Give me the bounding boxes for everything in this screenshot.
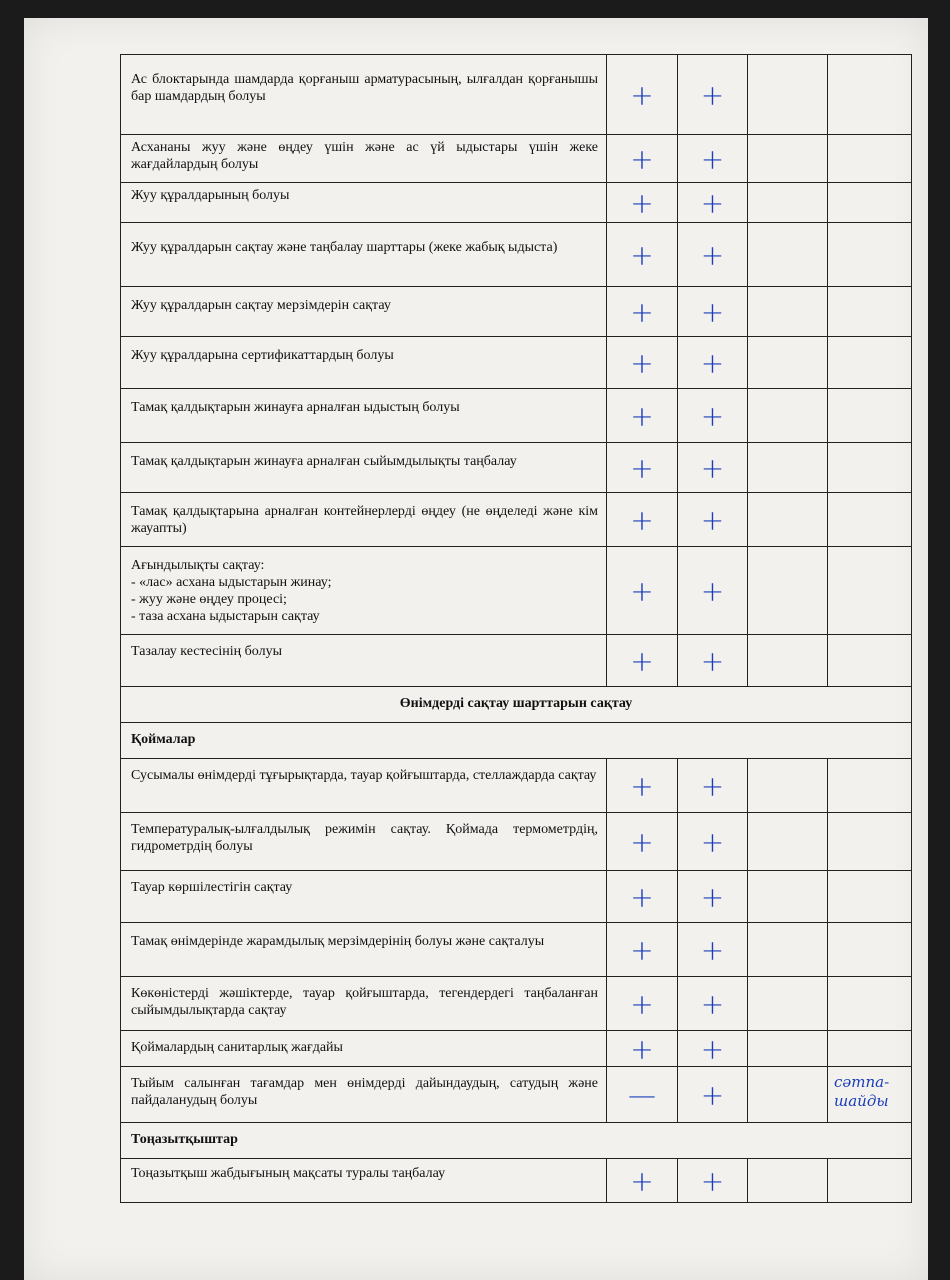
table-row	[121, 54, 911, 134]
handwritten-mark: +	[700, 825, 725, 858]
mark-cell-3	[747, 223, 827, 286]
handwritten-mark: +	[630, 142, 654, 175]
mark-cell-1	[606, 923, 677, 976]
handwritten-mark: +	[630, 451, 654, 484]
criterion-cell	[121, 1031, 606, 1066]
section-header-row	[121, 686, 911, 722]
table-row	[121, 492, 911, 546]
mark-cell-1	[606, 547, 677, 634]
mark-cell-2	[677, 337, 747, 388]
note-cell	[827, 337, 911, 388]
subsection-row	[121, 722, 911, 758]
mark-cell-2	[677, 871, 747, 922]
handwritten-mark: +	[630, 825, 654, 858]
mark-cell-3	[747, 871, 827, 922]
handwritten-mark: +	[630, 574, 654, 607]
criterion-text: Тауар көршілестігін сақтау	[131, 880, 293, 895]
criterion-cell	[121, 389, 606, 442]
criterion-cell	[121, 55, 606, 134]
handwritten-mark: +	[700, 933, 725, 966]
criterion-cell	[121, 977, 606, 1030]
mark-cell-2	[677, 1067, 747, 1122]
mark-cell-1	[606, 1031, 677, 1066]
table-row	[121, 182, 911, 222]
mark-cell-3	[747, 389, 827, 442]
criterion-text: Тамақ қалдықтарына арналған контейнерлерді өңдеу (не өңделеді және кім жауапты)	[131, 504, 598, 536]
handwritten-mark: +	[630, 933, 654, 966]
criterion-text: Ас блоктарында шамдарда қорғаныш арматурасының, ылғалдан қорғанышы бар шамдардың болуы	[131, 72, 598, 104]
handwritten-mark: +	[700, 880, 725, 913]
note-cell	[827, 1067, 911, 1122]
handwritten-mark: +	[630, 238, 654, 271]
mark-cell-2	[677, 1031, 747, 1066]
note-cell	[827, 977, 911, 1030]
mark-cell-1	[606, 135, 677, 182]
note-cell	[827, 223, 911, 286]
handwritten-mark: +	[700, 1032, 725, 1065]
mark-cell-3	[747, 287, 827, 336]
mark-cell-2	[677, 183, 747, 222]
mark-cell-3	[747, 1031, 827, 1066]
note-cell	[827, 389, 911, 442]
criterion-text: Жуу құралдарына сертификаттардың болуы	[131, 348, 394, 363]
handwritten-mark: +	[700, 1164, 725, 1197]
mark-cell-1	[606, 183, 677, 222]
mark-cell-1	[606, 493, 677, 546]
handwritten-mark: +	[630, 346, 654, 379]
handwritten-mark: +	[700, 238, 725, 271]
note-cell	[827, 923, 911, 976]
criterion-text: Тамақ өнімдерінде жарамдылық мерзімдерінің болуы және сақталуы	[131, 934, 545, 949]
criterion-text: Температуралық-ылғалдылық режимін сақтау. Қоймада термометрдің, гидрометрдің болуы	[131, 822, 598, 854]
handwritten-mark: +	[700, 346, 725, 379]
handwritten-mark: —	[628, 1078, 656, 1111]
table-row	[121, 976, 911, 1030]
handwritten-mark: +	[630, 987, 654, 1020]
mark-cell-3	[747, 759, 827, 812]
criterion-text: Қоймалардың санитарлық жағдайы	[131, 1040, 343, 1055]
table-row	[121, 1030, 911, 1066]
mark-cell-2	[677, 1159, 747, 1202]
inspection-table	[120, 54, 912, 1203]
handwritten-mark: +	[700, 503, 725, 536]
criterion-text: Ағындылықты сақтау: - «лас» асхана ыдыстарын жинау; - жуу және өңдеу процесі; - таза асхана ыдыстарын сақтау	[131, 558, 332, 624]
criterion-cell	[121, 1067, 606, 1122]
handwritten-mark: +	[700, 451, 725, 484]
table-row	[121, 922, 911, 976]
table-row	[121, 442, 911, 492]
mark-cell-3	[747, 813, 827, 870]
mark-cell-3	[747, 443, 827, 492]
handwritten-mark: +	[700, 1078, 725, 1111]
mark-cell-3	[747, 1159, 827, 1202]
criterion-text: Көкөністерді жәшіктерде, тауар қойғыштарда, тегендердегі таңбаланған сыйымдылықтарда сақтау	[131, 986, 598, 1018]
mark-cell-1	[606, 1159, 677, 1202]
criterion-cell	[121, 1159, 606, 1202]
handwritten-mark: +	[630, 769, 654, 802]
mark-cell-3	[747, 923, 827, 976]
mark-cell-2	[677, 223, 747, 286]
handwritten-mark: +	[630, 1164, 654, 1197]
table-row	[121, 388, 911, 442]
table-row	[121, 546, 911, 634]
criterion-cell	[121, 287, 606, 336]
mark-cell-2	[677, 547, 747, 634]
handwritten-mark: +	[630, 503, 654, 536]
note-cell	[827, 1159, 911, 1202]
criterion-cell	[121, 871, 606, 922]
mark-cell-3	[747, 635, 827, 686]
section-title: Өнімдерді сақтау шарттарын сақтау	[399, 696, 633, 711]
handwritten-note: сәтпа- шайды	[834, 1073, 890, 1110]
criterion-cell	[121, 183, 606, 222]
handwritten-mark: +	[700, 987, 725, 1020]
note-cell	[827, 287, 911, 336]
table-row	[121, 812, 911, 870]
mark-cell-1	[606, 337, 677, 388]
mark-cell-1	[606, 1067, 677, 1122]
criterion-text: Жуу құралдарының болуы	[131, 188, 290, 203]
handwritten-mark: +	[630, 295, 654, 328]
handwritten-mark: +	[700, 644, 725, 677]
mark-cell-1	[606, 443, 677, 492]
criterion-cell	[121, 135, 606, 182]
note-cell	[827, 55, 911, 134]
mark-cell-2	[677, 813, 747, 870]
note-cell	[827, 183, 911, 222]
handwritten-mark: +	[630, 644, 654, 677]
mark-cell-3	[747, 55, 827, 134]
table-row	[121, 222, 911, 286]
subsection-title-storage: Қоймалар	[131, 732, 196, 747]
handwritten-mark: +	[700, 78, 725, 111]
mark-cell-2	[677, 55, 747, 134]
table-row	[121, 134, 911, 182]
note-cell	[827, 759, 911, 812]
note-cell	[827, 493, 911, 546]
subsection-title-refrigerators: Тоңазытқыштар	[131, 1132, 238, 1147]
note-cell	[827, 135, 911, 182]
note-cell	[827, 635, 911, 686]
mark-cell-3	[747, 493, 827, 546]
mark-cell-2	[677, 493, 747, 546]
mark-cell-2	[677, 443, 747, 492]
paper-sheet	[24, 18, 928, 1280]
mark-cell-1	[606, 389, 677, 442]
criterion-cell	[121, 635, 606, 686]
note-cell	[827, 871, 911, 922]
subsection-row	[121, 1122, 911, 1158]
table-row	[121, 758, 911, 812]
note-cell	[827, 443, 911, 492]
criterion-text: Сусымалы өнімдерді тұғырықтарда, тауар қойғыштарда, стеллаждарда сақтау	[131, 768, 597, 783]
note-cell	[827, 813, 911, 870]
mark-cell-3	[747, 547, 827, 634]
criterion-cell	[121, 923, 606, 976]
mark-cell-3	[747, 183, 827, 222]
mark-cell-2	[677, 977, 747, 1030]
mark-cell-1	[606, 977, 677, 1030]
handwritten-mark: +	[630, 78, 654, 111]
mark-cell-2	[677, 759, 747, 812]
mark-cell-1	[606, 871, 677, 922]
table-row	[121, 634, 911, 686]
criterion-cell	[121, 493, 606, 546]
handwritten-mark: +	[630, 1032, 654, 1065]
note-cell	[827, 1031, 911, 1066]
criterion-text: Тыйым салынған тағамдар мен өнімдерді дайындаудың, сатудың және пайдаланудың болуы	[131, 1076, 598, 1108]
criterion-text: Тазалау кестесінің болуы	[131, 644, 282, 659]
handwritten-mark: +	[700, 295, 725, 328]
criterion-text: Тамақ қалдықтарын жинауға арналған ыдыстың болуы	[131, 400, 460, 415]
mark-cell-1	[606, 55, 677, 134]
mark-cell-1	[606, 287, 677, 336]
mark-cell-3	[747, 135, 827, 182]
criterion-cell	[121, 443, 606, 492]
criterion-text: Тоңазытқыш жабдығының мақсаты туралы таңбалау	[131, 1166, 446, 1181]
note-cell	[827, 547, 911, 634]
criterion-text: Жуу құралдарын сақтау және таңбалау шарттары (жеке жабық ыдыста)	[131, 240, 558, 255]
handwritten-mark: +	[700, 399, 725, 432]
handwritten-mark: +	[630, 399, 654, 432]
criterion-cell	[121, 813, 606, 870]
mark-cell-3	[747, 1067, 827, 1122]
table-row	[121, 1158, 911, 1202]
criterion-cell	[121, 759, 606, 812]
handwritten-mark: +	[630, 880, 654, 913]
table-row	[121, 336, 911, 388]
table-row	[121, 1066, 911, 1122]
handwritten-mark: +	[700, 142, 725, 175]
mark-cell-1	[606, 635, 677, 686]
handwritten-mark: +	[700, 769, 725, 802]
criterion-text: Жуу құралдарын сақтау мерзімдерін сақтау	[131, 298, 391, 313]
mark-cell-2	[677, 635, 747, 686]
table-row	[121, 870, 911, 922]
mark-cell-3	[747, 337, 827, 388]
criterion-cell	[121, 547, 606, 634]
mark-cell-1	[606, 223, 677, 286]
mark-cell-3	[747, 977, 827, 1030]
criterion-text: Асхананы жуу және өңдеу үшін және ас үй ыдыстары үшін жеке жағдайлардың болуы	[131, 140, 598, 172]
mark-cell-2	[677, 287, 747, 336]
criterion-cell	[121, 223, 606, 286]
mark-cell-2	[677, 389, 747, 442]
handwritten-mark: +	[700, 574, 725, 607]
handwritten-mark: +	[700, 186, 725, 219]
mark-cell-1	[606, 759, 677, 812]
handwritten-mark: +	[630, 186, 654, 219]
mark-cell-2	[677, 923, 747, 976]
criterion-text: Тамақ қалдықтарын жинауға арналған сыйымдылықты таңбалау	[131, 454, 517, 469]
table-row	[121, 286, 911, 336]
criterion-cell	[121, 337, 606, 388]
mark-cell-1	[606, 813, 677, 870]
mark-cell-2	[677, 135, 747, 182]
